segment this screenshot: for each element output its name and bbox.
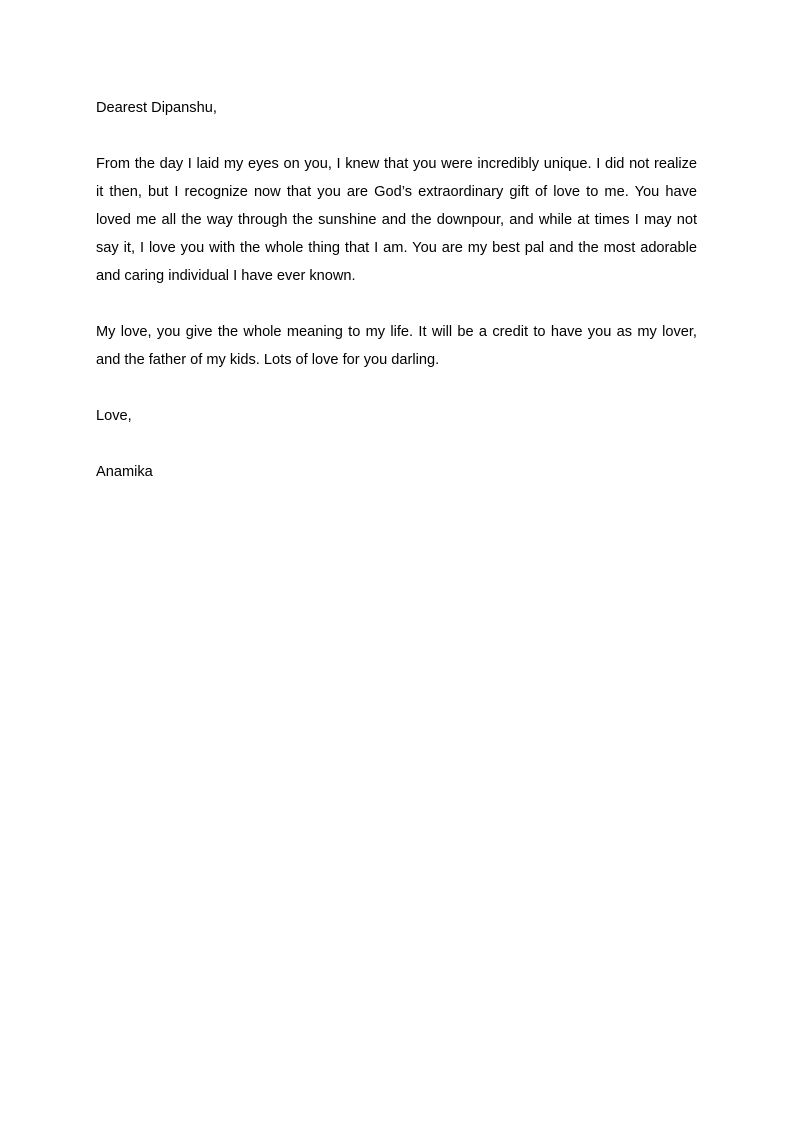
paragraph-1: From the day I laid my eyes on you, I knew that you were incredibly unique. I did not realize it then, but I recognize now that you are God’s extraordinary gift of love to me. You have loved me all the way through the sunshine and the downpour, and while at times I may not say it, I love you with the whole thing that I am. You are my best pal and the most adorable and caring individual I have ever known.	[96, 156, 697, 284]
paragraph-2: My love, you give the whole meaning to my life. It will be a credit to have you as my lover, and the father of my kids. Lots of love for you darling.	[96, 324, 697, 368]
closing: Love,	[96, 408, 132, 424]
signature-name: Anamika	[96, 464, 153, 480]
salutation: Dearest Dipanshu,	[96, 100, 217, 116]
letter-body	[96, 94, 697, 486]
